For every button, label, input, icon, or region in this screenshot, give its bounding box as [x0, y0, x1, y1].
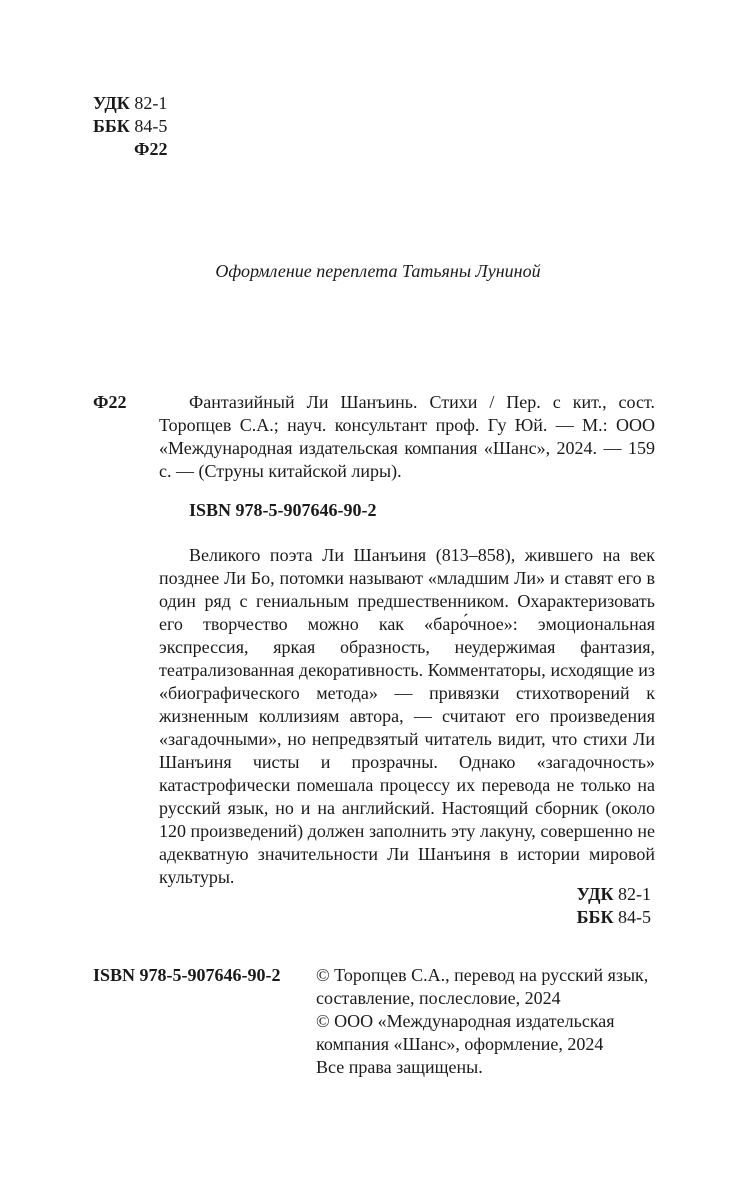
cover-design-credit: Оформление переплета Татьяны Луниной [215, 261, 541, 281]
bbk-code-right [500, 906, 651, 929]
classification-codes-top [93, 92, 173, 161]
copyright-line: © Торопцев С.А., перевод на русский язык, [316, 965, 649, 985]
bbk-value: 84-5 [134, 116, 168, 136]
author-sign: Ф22 [134, 139, 168, 159]
catalog-author-sign: Ф22 [93, 392, 127, 412]
bbk-label-right: ББК [576, 907, 614, 927]
catalog-isbn: ISBN 978-5-907646-90-2 [189, 500, 377, 520]
copyright-line: © ООО «Международная издательская [316, 1011, 615, 1031]
bbk-label: ББК [93, 116, 130, 136]
copyright-line: составление, послесловие, 2024 [316, 988, 561, 1008]
rights-reserved: Все права защищены. [316, 1057, 483, 1077]
bbk-code [93, 115, 173, 138]
udk-code-right [500, 883, 651, 906]
copyright-block [316, 964, 656, 1079]
footer-isbn: ISBN 978-5-907646-90-2 [93, 965, 281, 985]
udk-value-right: 82-1 [618, 884, 651, 904]
udk-label-right: УДК [576, 884, 614, 904]
udk-value: 82-1 [134, 93, 168, 113]
udk-code [93, 92, 173, 115]
copyright-line: компания «Шанс», оформление, 2024 [316, 1034, 604, 1054]
classification-codes-right [500, 883, 651, 929]
annotation: Великого поэта Ли Шанъиня (813–858), жившего на век позднее Ли Бо, потомки называют «младшим Ли» и ставят его в один ряд с гениальным предшественником. Охарактеризовать его творчество можно как «баро́чное»: эмоциональная экспрессия, яркая образность, неудержимая фантазия, театрализованная декоративность. Комментаторы, исходящие из «биографического метода» — привязки стихотворений к жизненным коллизиям автора, — считают его произведения «загадочными», но непредвзятый читатель видит, что стихи Ли Шанъиня чисты и прозрачны. Однако «загадочность» катастрофически помешала процессу их перевода не только на русский язык, но и на английский. Настоящий сборник (около 120 произведений) должен заполнить эту лакуну, совершенно не адекватную значительности Ли Шанъиня в истории мировой культуры. [159, 545, 655, 887]
bbk-value-right: 84-5 [618, 907, 651, 927]
udk-label: УДК [93, 93, 130, 113]
bibliographic-description: Фантазийный Ли Шанъинь. Стихи / Пер. с кит., сост. Торопцев С.А.; науч. консультант проф. Гу Юй. — М.: ООО «Международная издательская компания «Шанс», 2024. — 159 с. — (Струны китайской лиры). [159, 392, 655, 481]
